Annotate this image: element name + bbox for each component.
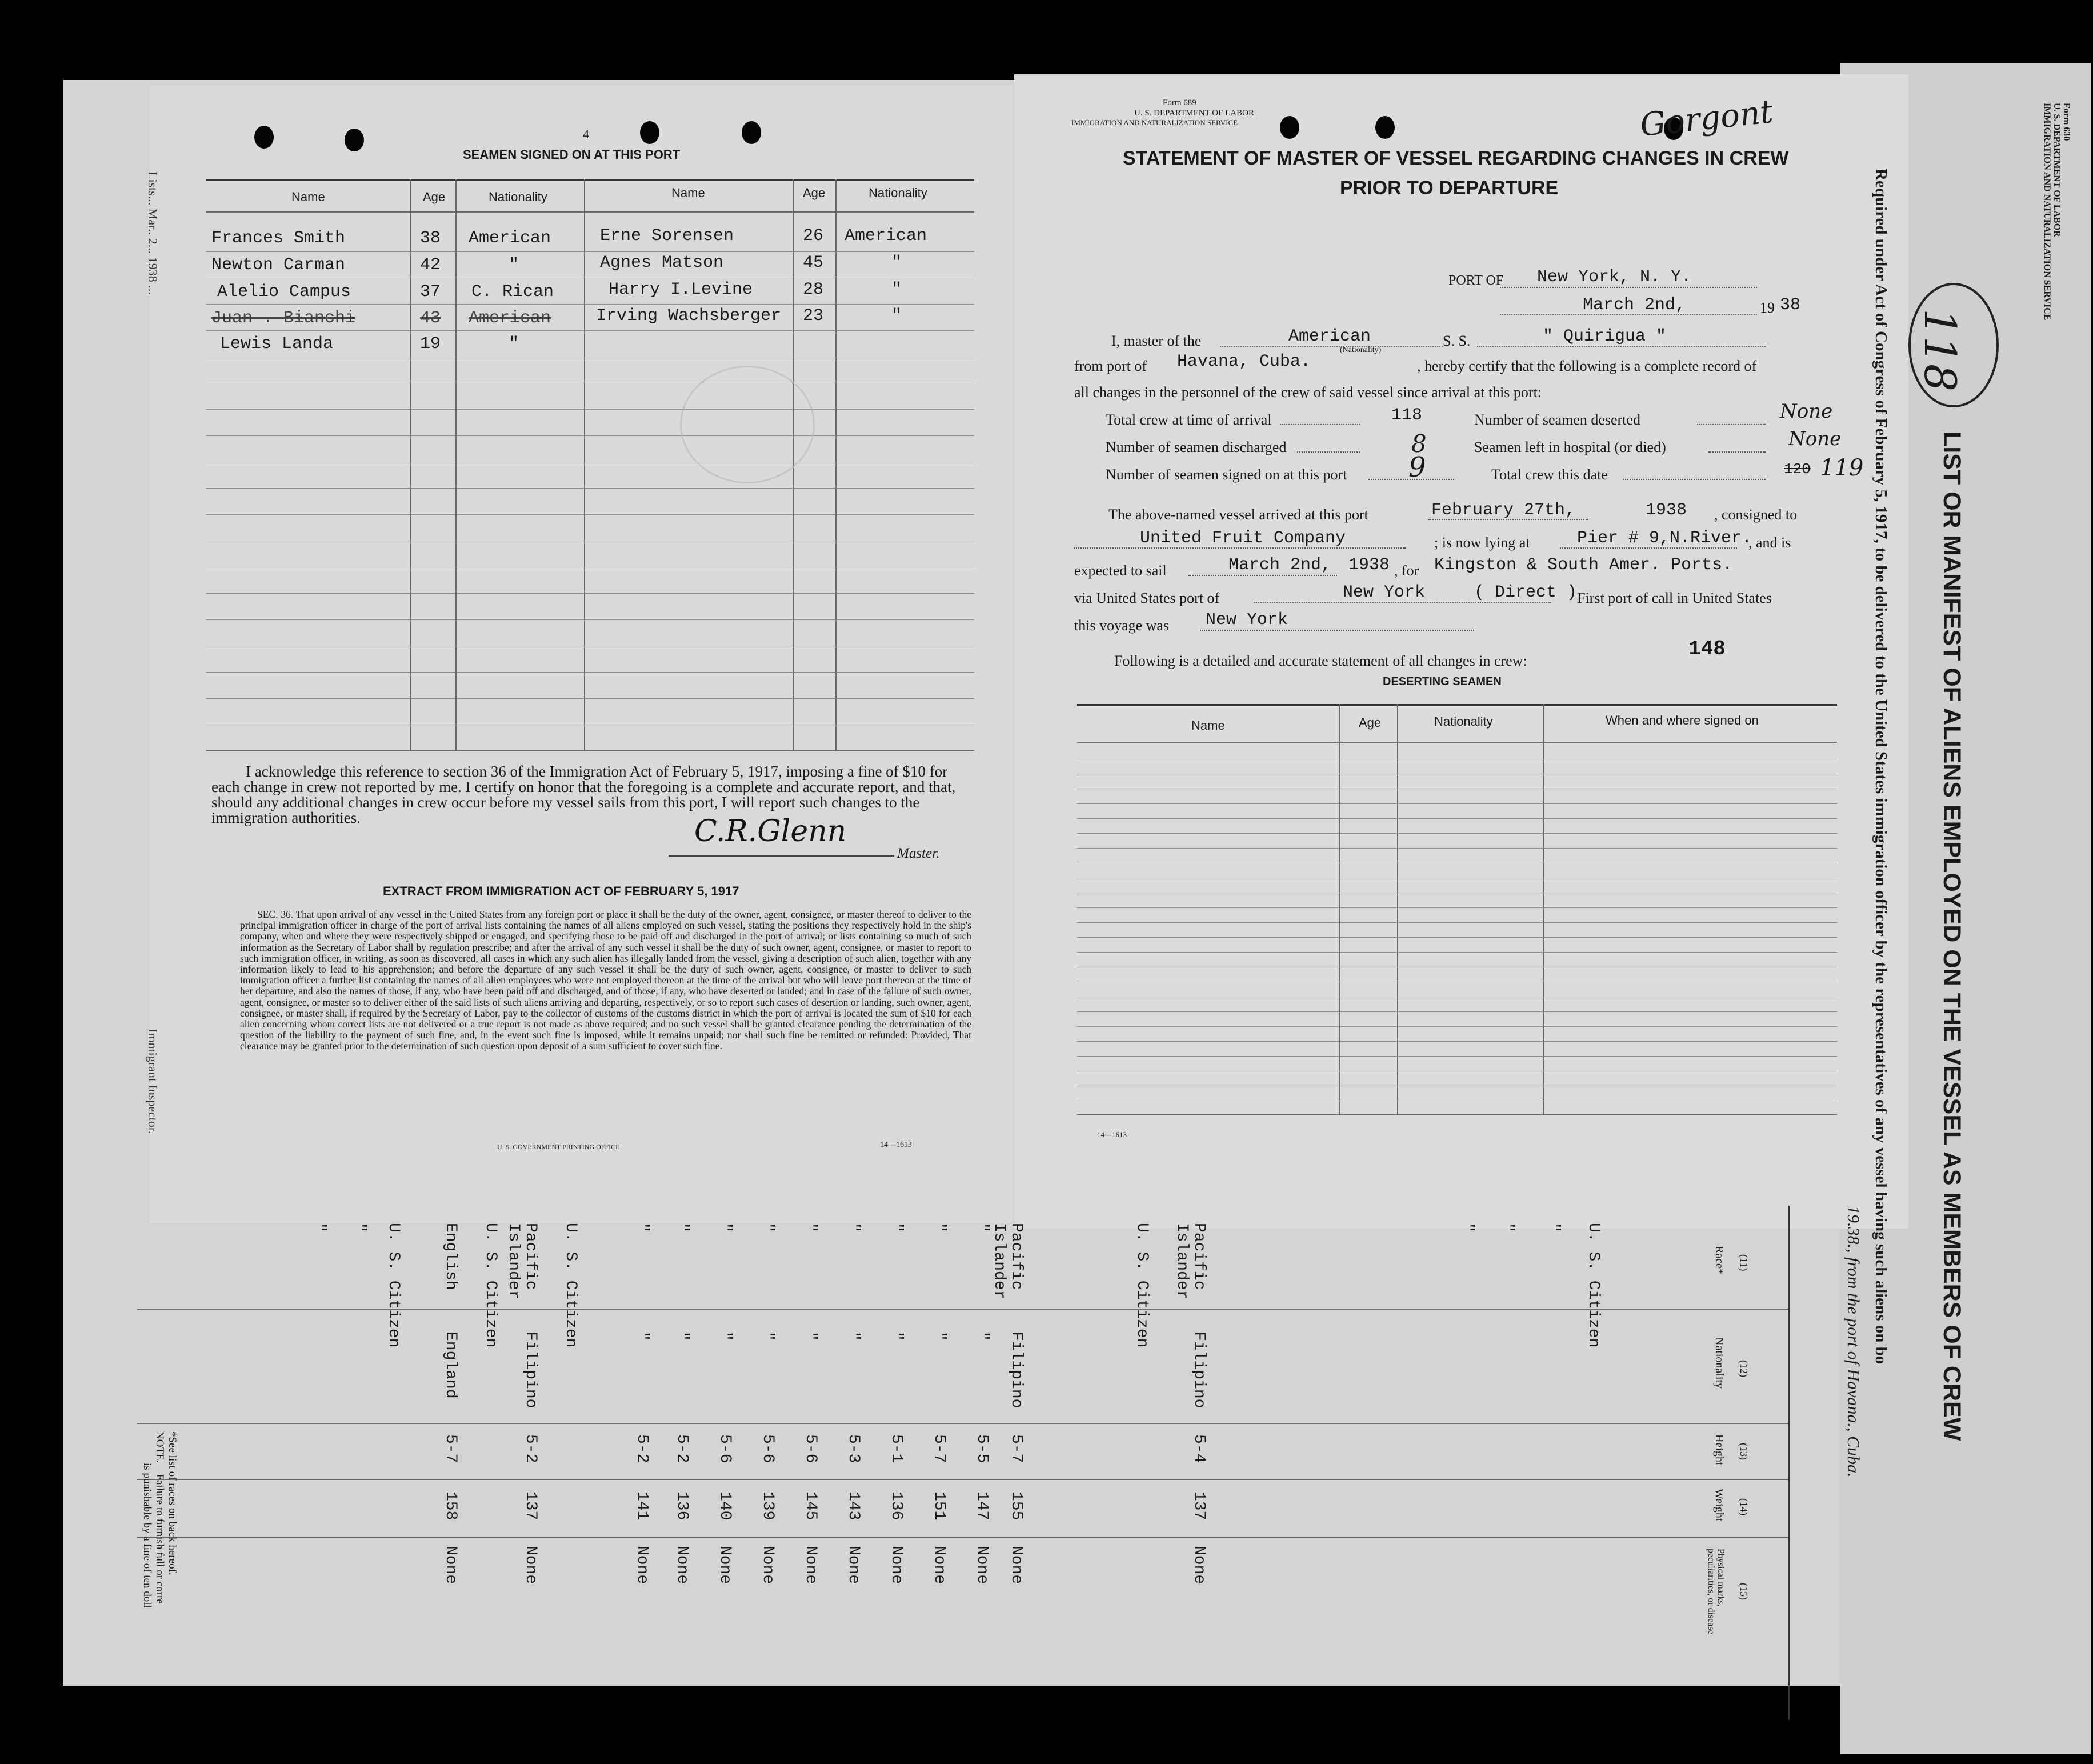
dotted-fill [1560, 547, 1737, 549]
manifest-height: 5-3 [845, 1434, 862, 1463]
total-crew-arrival: 118 [1391, 406, 1423, 425]
col-divider [1339, 704, 1340, 1114]
manifest-race: " [673, 1223, 691, 1233]
row-rule [206, 698, 974, 699]
and-is-label: , and is [1748, 534, 1791, 551]
printing-office: U. S. GOVERNMENT PRINTING OFFICE [497, 1143, 620, 1151]
handwritten-note: Gorgont [1638, 93, 1775, 145]
row-rule [206, 330, 974, 331]
deserted-label: Number of seamen deserted [1474, 411, 1640, 428]
manifest-nationality: " [930, 1331, 948, 1341]
discharged-value: 8 [1411, 430, 1427, 458]
crew-nationality: " [891, 306, 902, 326]
row-rule [1077, 952, 1837, 953]
hospital-value: None [1788, 427, 1842, 450]
manifest-race: Pacific [1007, 1223, 1025, 1290]
row-rule [206, 488, 974, 489]
extract-title: EXTRACT FROM IMMIGRATION ACT OF FEBRUARY 5, 1917 [383, 884, 739, 898]
row-rule [1077, 833, 1837, 834]
manifest-form-line: IMMIGRATION AND NATURALIZATION SERVICE [2042, 103, 2052, 321]
manifest-marks: None [442, 1546, 459, 1585]
col-header-nationality: Nationality [1713, 1337, 1726, 1389]
col-divider [1543, 704, 1544, 1114]
manifest-form-line: Form 630 [2062, 103, 2071, 141]
following-text: Following is a detailed and accurate statement of all changes in crew: [1114, 653, 1527, 669]
manifest-race: Islander [505, 1223, 522, 1300]
manifest-header-divider [1788, 1206, 1790, 1720]
row-rule [206, 304, 974, 305]
faint-seal-stamp [680, 366, 815, 483]
total-crew-struck: 120 [1784, 461, 1811, 478]
arrived-value: February 27th, [1431, 501, 1576, 520]
manifest-nationality: Filipino [1190, 1331, 1208, 1409]
this-voyage-value: New York [1206, 610, 1288, 630]
manifest-race: " [973, 1223, 991, 1233]
arrived-label: The above-named vessel arrived at this port [1108, 506, 1368, 523]
crew-name: Irving Wachsberger [596, 306, 782, 326]
col-header-weight: Weight [1713, 1489, 1726, 1522]
col-divider [835, 179, 837, 750]
this-voyage-label: this voyage was [1074, 617, 1170, 634]
row-rule [1077, 907, 1837, 908]
punch-hole [640, 121, 659, 144]
manifest-nationality: " [633, 1331, 651, 1341]
dotted-fill [1500, 287, 1757, 288]
manifest-race: Pacific [1190, 1223, 1208, 1290]
certify-text: , hereby certify that the following is a complete record of [1417, 358, 1757, 374]
under-page-edge-text-bottom: Immigrant Inspector. [146, 1029, 160, 1134]
crew-nationality: C. Rican [471, 282, 554, 302]
manifest-weight: 137 [522, 1491, 539, 1521]
arrived-year: 1938 [1646, 501, 1687, 520]
manifest-race: U. S. Citizen [562, 1223, 579, 1348]
manifest-marks: None [845, 1546, 862, 1585]
crew-nationality: American [469, 309, 551, 328]
master-signature: C.R.Glenn [694, 814, 847, 849]
manifest-marks: None [716, 1546, 734, 1585]
master-label: Master. [897, 846, 940, 861]
crew-nationality: American [845, 226, 927, 246]
crew-nationality: American [469, 229, 551, 248]
dotted-fill [1280, 424, 1360, 425]
manifest-height: 5-2 [633, 1434, 651, 1463]
deserting-header-rule [1077, 742, 1837, 743]
crew-name: Newton Carman [211, 255, 346, 275]
port-label: PORT OF [1448, 273, 1504, 288]
crew-name: Erne Sorensen [600, 226, 734, 246]
service: IMMIGRATION AND NATURALIZATION SERVICE [1071, 118, 1238, 127]
row-rule [1077, 803, 1837, 804]
page-number: 4 [583, 127, 589, 141]
row-rule [206, 409, 974, 410]
deserting-col-name: Name [1191, 718, 1225, 733]
signed-on-title: SEAMEN SIGNED ON AT THIS PORT [463, 147, 681, 162]
manifest-race: " [845, 1223, 862, 1233]
from-port-label: from port of [1074, 358, 1147, 374]
manifest-marks: None [887, 1546, 905, 1585]
certify-text-2: all changes in the personnel of the crew of said vessel since arrival at this port: [1074, 384, 1542, 401]
signed-on-value: 9 [1408, 451, 1426, 483]
manifest-race: " [633, 1223, 651, 1233]
manifest-race: " [759, 1223, 777, 1233]
manifest-race: U. S. Citizen [1584, 1223, 1602, 1348]
manifest-height: 5-7 [442, 1434, 459, 1463]
row-rule [206, 593, 974, 594]
crew-name: Alelio Campus [217, 282, 351, 302]
manifest-title: LIST OR MANIFEST OF ALIENS EMPLOYED ON THE VESSEL AS MEMBERS OF CREW [1938, 431, 1966, 1441]
manifest-from-port: 19.38., from the port of Havana., Cuba. [1844, 1206, 1863, 1478]
dotted-fill [1708, 451, 1766, 453]
row-rule [1077, 818, 1837, 819]
from-port-value: Havana, Cuba. [1177, 352, 1311, 371]
row-rule [1077, 1056, 1837, 1057]
crew-age: 38 [420, 229, 441, 248]
crew-nationality: " [891, 253, 902, 273]
crew-name: Harry I.Levine [609, 280, 753, 299]
expected-label: expected to sail [1074, 562, 1167, 579]
manifest-nationality: Filipino [1007, 1331, 1025, 1409]
manifest-nationality: " [673, 1331, 691, 1341]
manifest-race: U. S. Citizen [1133, 1223, 1151, 1348]
manifest-race: Islander [990, 1223, 1008, 1300]
row-rule [206, 514, 974, 515]
crew-name: Lewis Landa [220, 334, 334, 354]
signed-on-label: Number of seamen signed on at this port [1106, 466, 1347, 483]
extract-text: SEC. 36. That upon arrival of any vessel in the United States from any foreign port or place it shall be the duty of the owner, agent, consignee, or master thereof to deliver to the principal immigration officer in charge of the port of arrival lists containing the names of all aliens employed on such vessel, stating the positions they respectively hold in the ship's company, when and where they were respectively shipped or engaged, and specifying those to be paid off and discharged in the port of arrival; or lists containing so much of such information as the Secretary of Labor shall by regulation prescribe; and after the arrival of any such vessel it shall be the duty of such owner, agent, consignee, or master to report to such immigration officer, in writing, as soon as discovered, all cases in which any such alien has illegally landed from the vessel, giving a description of such alien, together with any information likely to lead to his apprehension; and before the departure of any such vessel it shall be the duty of such owner, agent, consignee, or master to deliver to such immigration officer a further list containing the names of all alien employees who were not employed thereon at the time of the arrival but who will leave port thereon at the time of her departure, and also the names of those, if any, who have been paid off and discharged, and of those, if any, who have deserted or landed; and in case of the failure of such owner, agent, consignee, or master so to deliver either of the said lists of such aliens arriving and departing, respectively, or so to report such cases of desertion or landing, such owner, agent, consignee, or master shall, if required by the Secretary of Labor, pay to the collector of customs of the customs district in which the port of arrival is located the sum of $10 for each alien concerning whom correct lists are not delivered or a true report is not made as above required; and no such vessel shall be granted clearance pending the determination of the question of the liability to the payment of such fine, and, in the event such fine is imposed, while it remains unpaid; nor shall such fine be remitted or refunded: Provided, That clearance may be granted prior to the determination of such question upon deposit of a sum sufficient to cover such fine. [240, 909, 971, 1052]
stamp-number: 148 [1688, 637, 1726, 661]
manifest-marks: None [759, 1546, 777, 1585]
manifest-nationality: " [716, 1331, 734, 1341]
manifest-marks: None [673, 1546, 691, 1585]
col-divider [584, 179, 585, 750]
manifest-race: " [716, 1223, 734, 1233]
col-divider [455, 179, 457, 750]
manifest-marks: None [802, 1546, 819, 1585]
manifest-weight: 137 [1190, 1491, 1208, 1521]
col-number: (11) [1738, 1254, 1750, 1271]
consigned-label: , consigned to [1714, 506, 1798, 523]
dotted-fill [1188, 575, 1337, 576]
col-number: (14) [1738, 1498, 1750, 1515]
manifest-race: English [442, 1223, 459, 1290]
table-top-rule [206, 179, 974, 181]
discharged-label: Number of seamen discharged [1106, 439, 1287, 455]
crew-name: Frances Smith [211, 229, 346, 248]
manifest-marks: None [973, 1546, 991, 1585]
col-divider [1397, 704, 1398, 1114]
manifest-marks: None [522, 1546, 539, 1585]
nationality-value: American [1288, 327, 1371, 346]
deserting-col-nationality: Nationality [1434, 714, 1493, 729]
nationality-label: (Nationality) [1340, 346, 1382, 354]
col-header-marks: Physical marks, peculiarities, or disease [1706, 1549, 1726, 1634]
col-header-name-2: Name [671, 186, 705, 200]
dotted-fill [1623, 479, 1766, 480]
manifest-race: " [930, 1223, 948, 1233]
col-header-nationality-2: Nationality [869, 186, 927, 200]
manifest-nationality: " [759, 1331, 777, 1341]
consignee: United Fruit Company [1140, 529, 1346, 548]
ship-name: " Quirigua " [1543, 327, 1667, 346]
manifest-nationality: " [887, 1331, 905, 1341]
manifest-height: 5-5 [973, 1434, 991, 1463]
row-rule [206, 435, 974, 436]
manifest-race: Islander [1173, 1223, 1191, 1300]
row-rule [1077, 922, 1837, 923]
date-value: March 2nd, [1583, 295, 1686, 315]
deserting-table-top [1077, 704, 1837, 706]
manifest-race: " [1459, 1223, 1476, 1233]
via-value: New York [1343, 583, 1426, 602]
manifest-height: 5-6 [802, 1434, 819, 1463]
manifest-nationality: England [442, 1331, 459, 1399]
manifest-weight: 155 [1007, 1491, 1025, 1521]
col-number: (13) [1738, 1443, 1750, 1460]
crew-nationality: " [509, 334, 519, 354]
direct-value: ( Direct ) [1474, 583, 1578, 602]
form-number: Form 689 [1163, 98, 1196, 107]
manifest-weight: 141 [633, 1491, 651, 1521]
under-page-edge-text: Lists... Mar.. 2... 1938 ... [146, 171, 160, 295]
first-port-label: First port of call in United States [1577, 590, 1772, 606]
manifest-height: 5-7 [1007, 1434, 1025, 1463]
for-label: , for [1394, 562, 1419, 579]
crew-age: 43 [420, 309, 441, 328]
manifest-height: 5-6 [759, 1434, 777, 1463]
form-code-right: 14—1613 [1097, 1130, 1127, 1139]
deserting-col-signed: When and where signed on [1606, 713, 1759, 727]
footnote: is punishable by a fine of ten doll [141, 1463, 153, 1608]
row-rule [1077, 1026, 1837, 1027]
hospital-label: Seamen left in hospital (or died) [1474, 439, 1666, 455]
col-header-age-2: Age [803, 186, 826, 200]
manifest-race: " [802, 1223, 819, 1233]
row-rule [206, 672, 974, 673]
dotted-fill [1074, 547, 1406, 549]
manifest-nationality: " [802, 1331, 819, 1341]
destination: Kingston & South Amer. Ports. [1434, 555, 1733, 575]
col-header-nationality: Nationality [489, 190, 547, 204]
row-rule [1077, 848, 1837, 849]
manifest-height: 5-1 [887, 1434, 905, 1463]
manifest-height: 5-4 [1190, 1434, 1208, 1463]
circled-number: 118 [1915, 309, 1966, 392]
manifest-height: 5-7 [930, 1434, 948, 1463]
manifest-nationality: " [973, 1331, 991, 1341]
manifest-race: " [310, 1223, 328, 1233]
acknowledgement-text: I acknowledge this reference to section 36 of the Immigration Act of February 5, 1917, imposing a fine of $10 for each change in crew not reported by me. I certify on honor that the foregoing is a complete and accurate report, and that, should any additional changes in crew occur before my vessel sails from this port, I will report such changes to the immigration authorities. [211, 763, 956, 826]
total-crew-date-value: 119 [1820, 455, 1864, 481]
manifest-subtitle: Required under Act of Congress of February 5, 1917, to be delivered to the United States immigration officer by the representatives of any vessel having such aliens on bo [1872, 169, 1890, 1365]
form-code-left: 14—1613 [880, 1141, 912, 1149]
row-rule [1077, 1041, 1837, 1042]
signature-line [669, 855, 894, 857]
crew-age: 45 [803, 253, 824, 273]
manifest-nationality: " [845, 1331, 862, 1341]
col-header-age: Age [423, 190, 446, 204]
punch-hole [1280, 116, 1299, 139]
crew-nationality: " [509, 255, 519, 275]
manifest-race: U. S. Citizen [482, 1223, 499, 1348]
dotted-fill [1254, 602, 1551, 603]
dotted-fill [1697, 424, 1766, 425]
col-divider [410, 179, 411, 750]
pier-value: Pier # 9,N.River. [1577, 529, 1752, 548]
manifest-weight: 140 [716, 1491, 734, 1521]
master-of-label: I, master of the [1111, 333, 1202, 349]
manifest-col-rule [137, 1537, 1788, 1538]
manifest-race: Pacific [522, 1223, 539, 1290]
dotted-fill [1200, 630, 1474, 631]
crew-age: 28 [803, 280, 824, 299]
manifest-col-rule [137, 1423, 1788, 1424]
manifest-nationality: Filipino [522, 1331, 539, 1409]
via-label: via United States port of [1074, 590, 1220, 606]
manifest-col-rule [137, 1479, 1788, 1480]
punch-hole [254, 126, 274, 149]
port-value: New York, N. Y. [1537, 267, 1692, 287]
row-rule [1077, 1011, 1837, 1012]
total-crew-date-label: Total crew this date [1491, 466, 1608, 483]
crew-age: 19 [420, 334, 441, 354]
footnote: NOTE.—Failure to furnish full or corre [154, 1431, 166, 1604]
col-header-height: Height [1713, 1434, 1726, 1466]
manifest-weight: 136 [887, 1491, 905, 1521]
deserting-table-bottom [1077, 1114, 1837, 1115]
crew-nationality: " [891, 280, 902, 299]
manifest-form-line: U. S. DEPARTMENT OF LABOR [2052, 103, 2062, 237]
manifest-height: 5-2 [673, 1434, 691, 1463]
crew-age: 26 [803, 226, 824, 246]
manifest-weight: 136 [673, 1491, 691, 1521]
crew-age: 23 [803, 306, 824, 326]
statement-title: STATEMENT OF MASTER OF VESSEL REGARDING CHANGES IN CREW [1123, 147, 1789, 169]
manifest-weight: 151 [930, 1491, 948, 1521]
table-bottom-rule [206, 750, 974, 751]
manifest-height: 5-6 [716, 1434, 734, 1463]
sail-year: 1938 [1348, 555, 1390, 575]
manifest-form-stamp [2042, 103, 2071, 320]
total-crew-arrival-label: Total crew at time of arrival [1106, 411, 1272, 428]
crew-age: 42 [420, 255, 441, 275]
sail-date: March 2nd, [1228, 555, 1332, 575]
col-header-name: Name [291, 190, 325, 204]
manifest-height: 5-2 [522, 1434, 539, 1463]
row-rule [206, 619, 974, 620]
crew-name: Juan . Bianchi [211, 309, 356, 328]
manifest-race: U. S. Citizen [385, 1223, 402, 1348]
manifest-weight: 143 [845, 1491, 862, 1521]
col-number: (12) [1738, 1360, 1750, 1377]
manifest-weight: 147 [973, 1491, 991, 1521]
deserting-col-age: Age [1359, 715, 1382, 730]
dotted-fill [1297, 451, 1360, 453]
manifest-race: " [887, 1223, 905, 1233]
manifest-marks: None [930, 1546, 948, 1585]
right-page [1014, 74, 1908, 1229]
manifest-weight: 145 [802, 1491, 819, 1521]
year-prefix: 19 [1760, 299, 1775, 316]
dotted-fill [1220, 346, 1443, 347]
row-rule [206, 251, 974, 252]
ss-label: S. S. [1443, 333, 1471, 349]
deserted-value: None [1780, 400, 1833, 423]
dotted-fill [1500, 314, 1757, 315]
manifest-marks: None [633, 1546, 651, 1585]
statement-subtitle: PRIOR TO DEPARTURE [1340, 177, 1559, 199]
manifest-marks: None [1190, 1546, 1208, 1585]
manifest-marks: None [1007, 1546, 1025, 1585]
punch-hole [1375, 116, 1395, 139]
deserting-title: DESERTING SEAMEN [1383, 675, 1502, 688]
punch-hole [742, 121, 761, 144]
manifest-race: " [350, 1223, 368, 1233]
crew-name: Agnes Matson [600, 253, 724, 273]
punch-hole [345, 129, 364, 151]
crew-age: 37 [420, 282, 441, 302]
footnote: *See list of races on back hereof. [166, 1431, 178, 1575]
row-rule [1077, 937, 1837, 938]
col-number: (15) [1738, 1583, 1750, 1600]
col-header-race: Race* [1713, 1246, 1726, 1274]
manifest-race: " [1544, 1223, 1562, 1233]
department: U. S. DEPARTMENT OF LABOR [1134, 109, 1254, 118]
dotted-fill [1428, 519, 1588, 520]
lying-label: ; is now lying at [1434, 534, 1530, 551]
manifest-weight: 158 [442, 1491, 459, 1521]
manifest-race: " [1499, 1223, 1516, 1233]
dotted-fill [1477, 346, 1766, 347]
year-value: 38 [1780, 295, 1801, 315]
table-header-rule [206, 211, 974, 213]
manifest-weight: 139 [759, 1491, 777, 1521]
